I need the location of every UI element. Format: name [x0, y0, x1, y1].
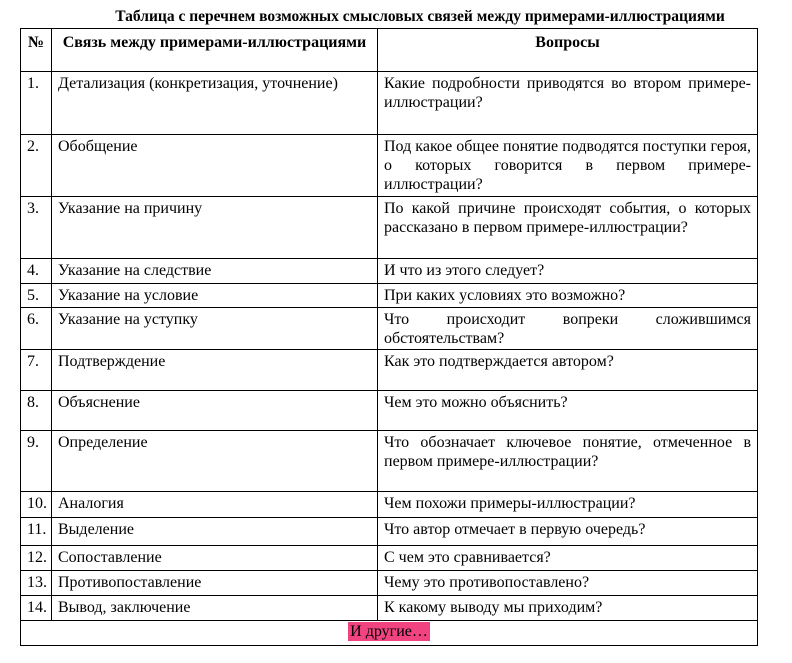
row-question: Чему это противопоставлено?: [378, 571, 758, 596]
table-row: [21, 546, 758, 571]
table-row: [21, 350, 758, 391]
row-link: Указание на причину: [52, 197, 378, 259]
row-link: Обобщение: [52, 135, 378, 197]
row-question: К какому выводу мы приходим?: [378, 596, 758, 621]
row-link: Вывод, заключение: [52, 596, 378, 621]
table-row: [21, 308, 758, 350]
row-question: По какой причине происходят события, о которых рассказано в первом примере-иллюстрации?: [378, 197, 758, 259]
row-number: 3.: [21, 197, 52, 259]
header-questions: Вопросы: [378, 29, 758, 72]
footer-highlighted-text: И другие…: [350, 623, 428, 640]
table-row: [21, 135, 758, 197]
row-number: 12.: [21, 546, 52, 571]
row-link: Детализация (конкретизация, уточнение): [52, 72, 378, 135]
header-number: №: [21, 29, 52, 72]
row-number: 7.: [21, 350, 52, 391]
row-link: Подтверждение: [52, 350, 378, 391]
row-number: 14.: [21, 596, 52, 621]
row-link: Выделение: [52, 518, 378, 546]
table-row: [21, 518, 758, 546]
row-link: Противопоставление: [52, 571, 378, 596]
table-row: [21, 571, 758, 596]
row-link: Сопоставление: [52, 546, 378, 571]
row-number: 8.: [21, 391, 52, 431]
row-link: Аналогия: [52, 492, 378, 518]
row-number: 13.: [21, 571, 52, 596]
row-question: Чем похожи примеры-иллюстрации?: [378, 492, 758, 518]
row-link: Определение: [52, 431, 378, 492]
header-link: Связь между примерами-иллюстрациями: [52, 29, 378, 72]
table-row: [21, 391, 758, 431]
row-number: 11.: [21, 518, 52, 546]
row-number: 1.: [21, 72, 52, 135]
row-link: Указание на условие: [52, 284, 378, 308]
table-row: [21, 431, 758, 492]
table-row: [21, 284, 758, 308]
table-row: [21, 492, 758, 518]
row-number: 2.: [21, 135, 52, 197]
row-link: Указание на уступку: [52, 308, 378, 350]
row-question: Какие подробности приводятся во втором примере-иллюстрации?: [378, 72, 758, 135]
table-title: Таблица с перечнем возможных смысловых связей между примерами-иллюстрациями: [115, 8, 725, 25]
semantic-links-table: [20, 28, 758, 646]
row-link: Объяснение: [52, 391, 378, 431]
table-row: [21, 197, 758, 259]
row-number: 6.: [21, 308, 52, 350]
table-header-row: [21, 29, 758, 72]
row-number: 10.: [21, 492, 52, 518]
table-row: [21, 259, 758, 284]
row-number: 9.: [21, 431, 52, 492]
table-footer-row: [21, 621, 758, 646]
row-question: С чем это сравнивается?: [378, 546, 758, 571]
row-question: Под какое общее понятие подводятся поступки героя, о которых говорится в первом примере-иллюстрации?: [378, 135, 758, 197]
row-question: Что обозначает ключевое понятие, отмеченное в первом примере-иллюстрации?: [378, 431, 758, 492]
row-number: 4.: [21, 259, 52, 284]
table-row: [21, 72, 758, 135]
row-number: 5.: [21, 284, 52, 308]
row-question: При каких условиях это возможно?: [378, 284, 758, 308]
row-question: И что из этого следует?: [378, 259, 758, 284]
row-question: Что происходит вопреки сложившимся обстоятельствам?: [378, 308, 758, 350]
table-row: [21, 596, 758, 621]
row-question: Что автор отмечает в первую очередь?: [378, 518, 758, 546]
row-question: Чем это можно объяснить?: [378, 391, 758, 431]
row-link: Указание на следствие: [52, 259, 378, 284]
row-question: Как это подтверждается автором?: [378, 350, 758, 391]
